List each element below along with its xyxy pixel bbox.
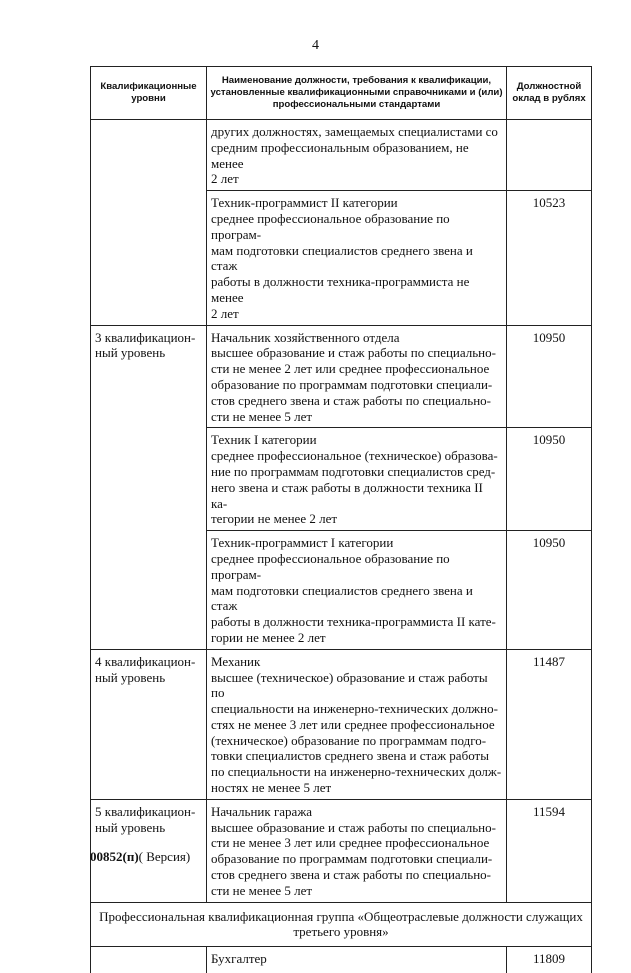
header-level: Квалификационные уровни xyxy=(91,67,207,120)
position-line: товки специалистов среднего звена и стаж работы xyxy=(211,748,489,764)
position-cell xyxy=(207,649,507,799)
level-cell xyxy=(91,947,207,973)
position-cell xyxy=(207,799,507,902)
position-cell xyxy=(207,120,507,191)
position-line: стов среднего звена и стаж работы по специально- xyxy=(211,392,491,408)
position-title: Техник I категории xyxy=(211,432,317,448)
position-cell xyxy=(207,947,507,973)
table-row xyxy=(91,325,592,428)
position-line: специальности на инженерно-технических должно- xyxy=(211,701,498,717)
position-title: Техник-программист I категории xyxy=(211,535,394,551)
document-footer xyxy=(90,849,190,865)
position-line: образование по программам подготовки специали- xyxy=(211,851,493,867)
table-row xyxy=(91,649,592,799)
position-line: среднее профессиональное образование по програм- xyxy=(211,550,450,582)
position-line: ние по программам подготовки специалистов сред- xyxy=(211,463,496,479)
position-cell xyxy=(207,428,507,531)
position-line: сти не менее 3 лет или среднее профессиональное xyxy=(211,835,490,851)
group-heading-line: третьего уровня» xyxy=(293,924,389,940)
level-cell xyxy=(91,120,207,326)
document-version: ( Версия) xyxy=(138,849,191,864)
table-header-row xyxy=(91,67,592,120)
position-line: высшее образование и стаж работы по специально- xyxy=(211,819,496,835)
position-line: него звена и стаж работы в должности техника II ка- xyxy=(211,479,483,511)
position-line: стях не менее 3 лет или среднее профессиональное xyxy=(211,716,495,732)
position-cell xyxy=(207,325,507,428)
position-line: мам подготовки специалистов среднего звена и стаж xyxy=(211,242,473,274)
position-line: ностях не менее 5 лет xyxy=(211,780,332,796)
position-line: (техническое) образование по программам подго- xyxy=(211,732,487,748)
group-row xyxy=(91,902,592,947)
position-line: работы в должности техника-программиста II кате- xyxy=(211,614,496,630)
position-line: мам подготовки специалистов среднего звена и стаж xyxy=(211,582,473,614)
level-cell: 5 квалификацион-ный уровень xyxy=(91,799,207,902)
salary-cell: 11809 xyxy=(507,947,592,973)
position-line: сти не менее 2 лет или среднее профессиональное xyxy=(211,361,490,377)
position-line: среднее профессиональное (техническое) образова- xyxy=(211,448,498,464)
salary-cell: 11594 xyxy=(507,799,592,902)
position-line: высшее (техническое) образование и стаж работы по xyxy=(211,669,488,701)
group-heading-cell xyxy=(91,902,592,947)
header-salary: Должностной оклад в рублях xyxy=(507,67,592,120)
position-line: по специальности на инженерно-технических долж- xyxy=(211,764,502,780)
position-title: Начальник хозяйственного отдела xyxy=(211,329,400,345)
salary-cell: 10950 xyxy=(507,428,592,531)
salary-cell: 10950 xyxy=(507,531,592,650)
position-line: сти не менее 5 лет xyxy=(211,882,313,898)
position-line: высшее образование и стаж работы по специально- xyxy=(211,345,496,361)
position-line: среднее профессиональное образование по програм- xyxy=(211,210,450,242)
position-line: образование по программам подготовки специали- xyxy=(211,376,493,392)
table-row xyxy=(91,120,592,191)
salary-cell: 11487 xyxy=(507,649,592,799)
position-line: других должностях, замещаемых специалистами со xyxy=(211,124,498,139)
salary-table xyxy=(90,66,592,973)
position-cell xyxy=(207,191,507,325)
position-line: средним профессиональным образованием, не менее xyxy=(211,139,469,171)
salary-cell xyxy=(507,120,592,191)
position-line: стов среднего звена и стаж работы по специально- xyxy=(211,867,491,883)
salary-table-container xyxy=(90,66,591,973)
salary-cell: 10950 xyxy=(507,325,592,428)
position-line: работы в должности техника-программиста не менее xyxy=(211,274,470,305)
position-line: гории не менее 2 лет xyxy=(211,629,326,645)
position-line: сти не менее 5 лет xyxy=(211,408,313,424)
page-number: 4 xyxy=(312,38,319,53)
position-title: Механик xyxy=(211,653,261,669)
salary-cell: 10523 xyxy=(507,191,592,325)
document-code: 00852(п) xyxy=(90,849,139,864)
level-cell: 3 квалификацион-ный уровень xyxy=(91,325,207,649)
header-position: Наименование должности, требования к квалификации, установленные квалификационными справочниками и (или) профессиональными стандартами xyxy=(207,67,507,120)
position-cell xyxy=(207,531,507,650)
position-title: Начальник гаража xyxy=(211,803,313,819)
position-line: 2 лет xyxy=(211,171,239,187)
level-cell: 4 квалификацион-ный уровень xyxy=(91,649,207,799)
position-line: 2 лет xyxy=(211,305,239,321)
position-title: Техник-программист II категории xyxy=(211,195,398,211)
position-title: Бухгалтер xyxy=(211,951,267,967)
table-row xyxy=(91,947,592,973)
position-line: тегории не менее 2 лет xyxy=(211,511,338,527)
group-heading-line: Профессиональная квалификационная группа «Общеотраслевые должности служащих xyxy=(99,908,583,924)
table-body xyxy=(91,120,592,973)
